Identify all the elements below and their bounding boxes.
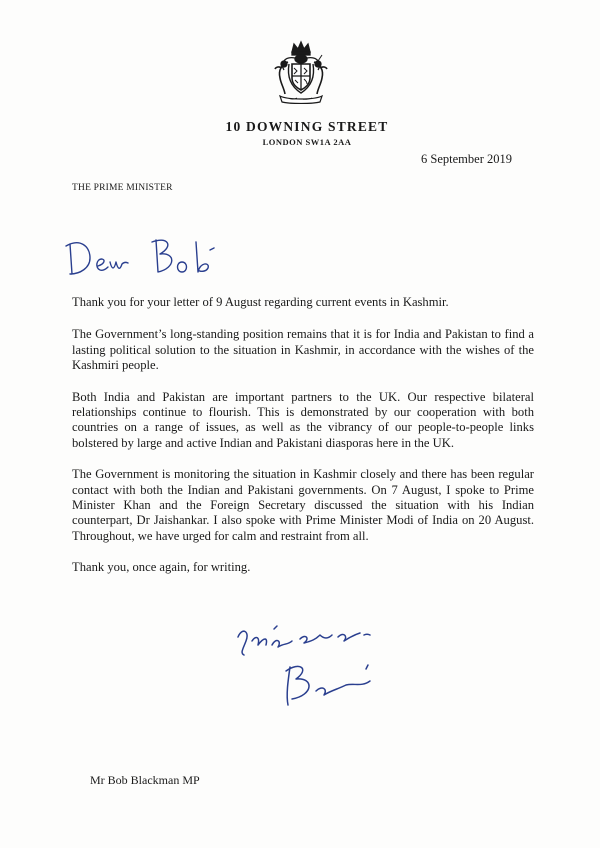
recipient-name: Mr Bob Blackman MP (90, 773, 200, 787)
handwritten-salutation (60, 232, 230, 280)
letterhead-address-line2: LONDON SW1A 2AA (262, 137, 352, 147)
body-paragraph: Both India and Pakistan are important partners to the UK. Our respective bilateral relationships continue to flourish. This is demonstrated by our cooperation with both countries on a range of issues, as well as the vibrancy of our people-to-people links bolstered by large and active Indian and Pakistani diasporas here in the UK. (72, 389, 534, 450)
body-paragraph: Thank you, once again, for writing. (72, 560, 251, 575)
letter-date: 6 September 2019 (421, 152, 512, 166)
royal-coat-of-arms-icon (270, 40, 332, 104)
body-paragraph: Thank you for your letter of 9 August regarding current events in Kashmir. (72, 295, 449, 309)
letterhead-address-line1: 10 DOWNING STREET (225, 119, 389, 134)
body-paragraph: The Government is monitoring the situation in Kashmir closely and there has been regular contact with both the Indian and Pakistani governments. On 7 August, I spoke to Prime Minister Khan and the Foreign Secretary discussed the situation with his Indian counterpart, Dr Jaishankar. I also spoke with Prime Minister Modi of India on 20 August. Throughout, we have urged for calm and restraint from all. (72, 467, 534, 543)
body-paragraph: The Government’s long-standing position remains that it is for India and Pakistan to find a lasting political solution to the situation in Kashmir, in accordance with the wishes of the Kashmiri people. (72, 327, 534, 373)
handwritten-signoff-signature (230, 615, 400, 715)
sender-title: THE PRIME MINISTER (72, 183, 173, 193)
letter-body (72, 295, 534, 592)
